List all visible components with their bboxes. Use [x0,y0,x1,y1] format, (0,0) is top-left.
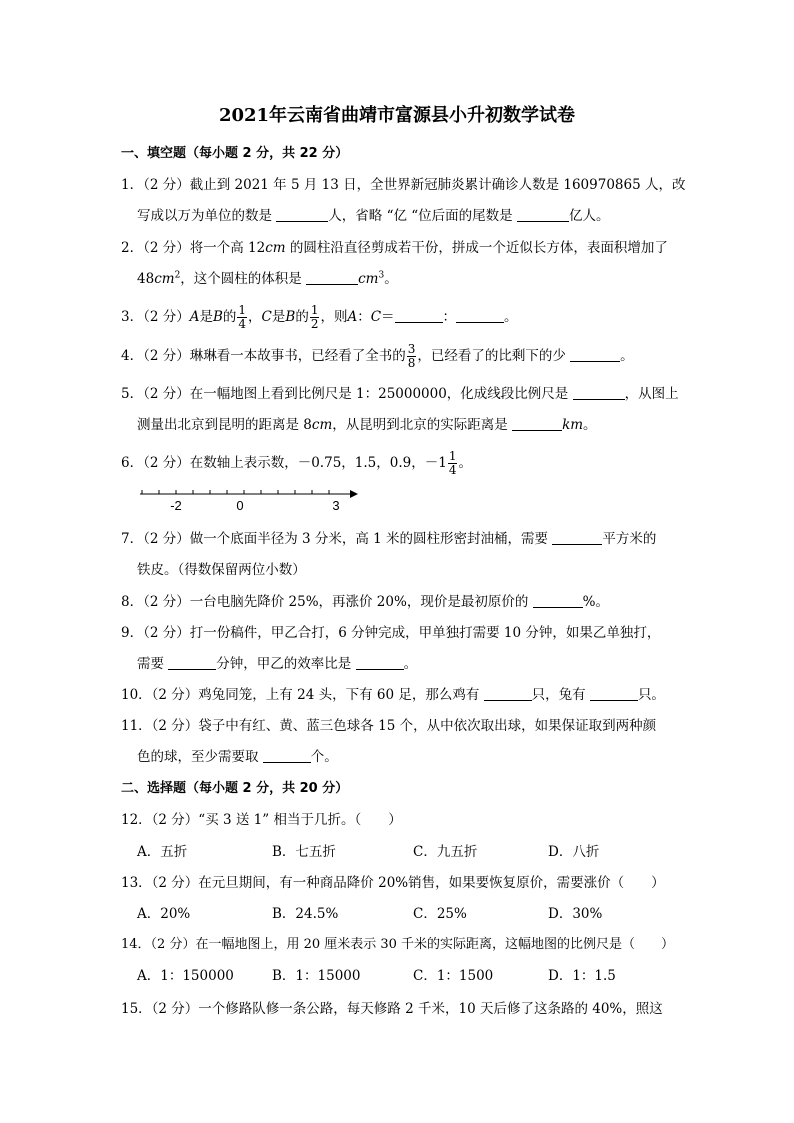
q10-blank-1[interactable] [484,686,532,701]
q6-fraction [448,450,458,477]
q3-var-b: B [212,309,223,325]
fraction-numerator: 1 [310,303,319,317]
question-15: 15．（2 分）一个修路队修一条公路，每天修路 2 千米，10 天后修了这条路的 40%，照这 [121,1001,663,1017]
q8-text-2: %。 [582,594,609,610]
question-5-line-1 [121,385,679,403]
q2-blank[interactable] [306,270,358,285]
q14-option-d[interactable]: D．1：1.5 [548,968,616,984]
q3-var-c: C [370,309,382,325]
q13-option-b[interactable]: B．24.5% [272,906,339,922]
q5-text-4: ，从昆明到北京的实际距离是 [332,417,508,433]
q12-option-b[interactable]: B．七五折 [272,844,336,860]
q5-text-1: 5．（2 分）在一幅地图上看到比例尺是 1：25000000，化成线段比例尺是 [121,386,569,402]
fraction-numerator: 1 [448,449,457,463]
number-line-ticks [142,490,329,494]
q2-text-5: 。 [384,271,398,287]
q11-text-2: 个。 [310,749,338,765]
q13-option-c[interactable]: C．25% [413,906,467,922]
q9-blank-1[interactable] [168,655,216,670]
q2-text-2: 的圆柱沿直径剪成若干份，拼成一个近似长方体，表面积增加了 [285,240,668,256]
q5-text-3: 测量出北京到昆明的距离是 8 [137,417,312,433]
question-9-line-1: 9．（2 分）打一份稿件，甲乙合打，6 分钟完成，甲单独打需要 10 分钟，如果乙单独打， [121,625,661,641]
q7-blank[interactable] [552,530,602,545]
question-7-line-1 [121,530,656,548]
number-line-arrow [350,490,358,498]
question-13: 13．（2 分）在元旦期间，有一种商品降价 20%销售，如果要恢复原价，需要涨价（ ） [121,875,665,891]
q4-fraction [407,343,417,370]
q3-fraction-2 [310,304,320,331]
q2-superscript-2: 2 [174,270,181,281]
q3-text: 的 [295,309,309,325]
question-2-line-2 [137,270,398,288]
q12-option-a[interactable]: A．五折 [137,844,188,860]
q11-text-1: 色的球，至少需要取 [137,749,259,765]
q14-option-c[interactable]: C．1：1500 [413,968,494,984]
q3-fraction-1 [237,304,247,331]
q3-text: ， [248,309,262,325]
q3-blank-2[interactable] [456,308,504,323]
question-6 [121,448,472,478]
tick-label-0: 0 [236,498,244,513]
question-11-line-2 [137,748,338,766]
q5-text-5: 。 [583,417,597,433]
q3-text: ： [442,309,457,325]
q3-blank-1[interactable] [395,308,443,323]
q1-text-1: 写成以万为单位的数是 [137,208,272,224]
q5-blank-2[interactable] [512,416,562,431]
q3-var-c: C [261,309,272,325]
question-4 [121,341,634,371]
q1-text-2: 人，省略 “亿 “位后面的尾数是 [328,208,513,224]
question-11-line-1: 11．（2 分）袋子中有红、黄、蓝三色球各 15 个，从中依次取出球，如果保证取到两种颜 [121,718,657,734]
q3-var-a: A [189,309,200,325]
q4-text-2: ，已经看了的比剩下的少 [417,348,566,364]
q12-option-d[interactable]: D．八折 [548,844,600,860]
q1-blank-2[interactable] [517,207,569,222]
q3-text: 的 [222,309,237,325]
q9-text-1: 需要 [137,656,164,672]
question-2-line-1 [121,239,668,257]
tick-label-neg2: -2 [170,498,182,513]
q6-text-1: 6．（2 分）在数轴上表示数，－0.75，1.5，0.9，－1 [121,455,447,471]
q2-unit-1: cm [265,240,286,256]
q8-blank[interactable] [533,593,583,608]
q3-text: 。 [504,309,518,325]
q2-text-4: ，这个圆柱的体积是 [180,271,302,287]
q12-option-c[interactable]: C．九五折 [413,844,478,860]
q1-blank-1[interactable] [276,207,328,222]
q2-text-3: 48 [137,271,155,287]
q7-text-1: 7．（2 分）做一个底面半径为 3 分米，高 1 米的圆柱形密封油桶，需要 [121,531,549,547]
q2-unit-2: cm [154,271,175,287]
question-7-line-2: 铁皮。（得数保留两位小数） [137,562,306,578]
q14-option-b[interactable]: B．1：15000 [272,968,361,984]
q10-text-2: 只，兔有 [531,687,586,703]
q3-label: 3．（2 分） [121,309,190,325]
question-9-line-2 [137,655,417,673]
q4-blank[interactable] [570,347,620,362]
fraction-denominator: 2 [310,317,319,331]
q3-text: ，则 [320,309,348,325]
section-fill-in-header: 一、填空题（每小题 2 分，共 22 分） [121,146,349,161]
fraction-denominator: 4 [238,317,247,331]
question-14: 14．（2 分）在一幅地图上，用 20 厘米表示 30 千米的实际距离，这幅地图的比例尺是（ ） [121,937,675,952]
q11-blank[interactable] [263,748,311,763]
q5-unit-2: km [562,417,584,433]
question-8 [121,593,609,611]
q3-text: 是 [199,309,213,325]
q2-superscript-3: 3 [378,270,385,281]
q9-text-3: 。 [403,656,418,672]
q8-text-1: 8．（2 分）一台电脑先降价 25%，再涨价 20%，现价是最初原价的 [121,594,529,610]
fraction-numerator: 3 [407,342,416,356]
q3-var-a: A [347,309,358,325]
number-line [136,484,362,514]
tick-label-3: 3 [332,498,340,513]
q10-text-3: 只。 [637,687,665,703]
question-5-line-2 [137,416,597,434]
q3-text: ＝ [381,309,395,325]
q5-blank-1[interactable] [573,385,625,400]
q1-text-3: 亿人。 [568,208,610,224]
fraction-denominator: 4 [448,463,457,477]
fraction-numerator: 1 [238,303,247,317]
q9-blank-2[interactable] [356,655,404,670]
q14-option-a[interactable]: A．1：150000 [137,968,234,984]
q2-text-1: 2．（2 分）将一个高 12 [121,240,266,256]
section-choice-header: 二、选择题（每小题 2 分，共 20 分） [121,781,349,796]
q4-text-3: 。 [620,348,634,364]
q13-option-a[interactable]: A．20% [137,906,191,922]
q4-text-1: 4．（2 分）琳琳看一本故事书，已经看了全书的 [121,348,406,364]
page-title: 2021年云南省曲靖市富源县小升初数学试卷 [218,105,576,126]
q6-text-2: 。 [458,455,472,471]
q13-option-d[interactable]: D．30% [548,906,603,922]
q9-text-2: 分钟，甲乙的效率比是 [216,656,352,672]
fraction-denominator: 8 [407,356,416,370]
q5-unit-1: cm [311,417,333,433]
question-1-line-2 [137,207,609,225]
question-12: 12．（2 分）“买 3 送 1” 相当于几折。（ ） [121,812,402,828]
q10-blank-2[interactable] [590,686,638,701]
q3-var-b: B [285,309,296,325]
q5-text-2: ，从图上 [624,386,679,402]
question-1-line-1: 1．（2 分）截止到 2021 年 5 月 13 日，全世界新冠肺炎累计确诊人数是 160970865 人，改 [121,177,686,193]
question-3 [121,302,518,332]
q2-unit-3: cm [358,271,379,287]
q3-text: ： [357,309,371,325]
q7-text-2: 平方米的 [602,531,657,547]
question-10 [121,686,665,704]
q10-text-1: 10．（2 分）鸡兔同笼，上有 24 头，下有 60 足，那么鸡有 [121,687,480,703]
q3-text: 是 [271,309,286,325]
